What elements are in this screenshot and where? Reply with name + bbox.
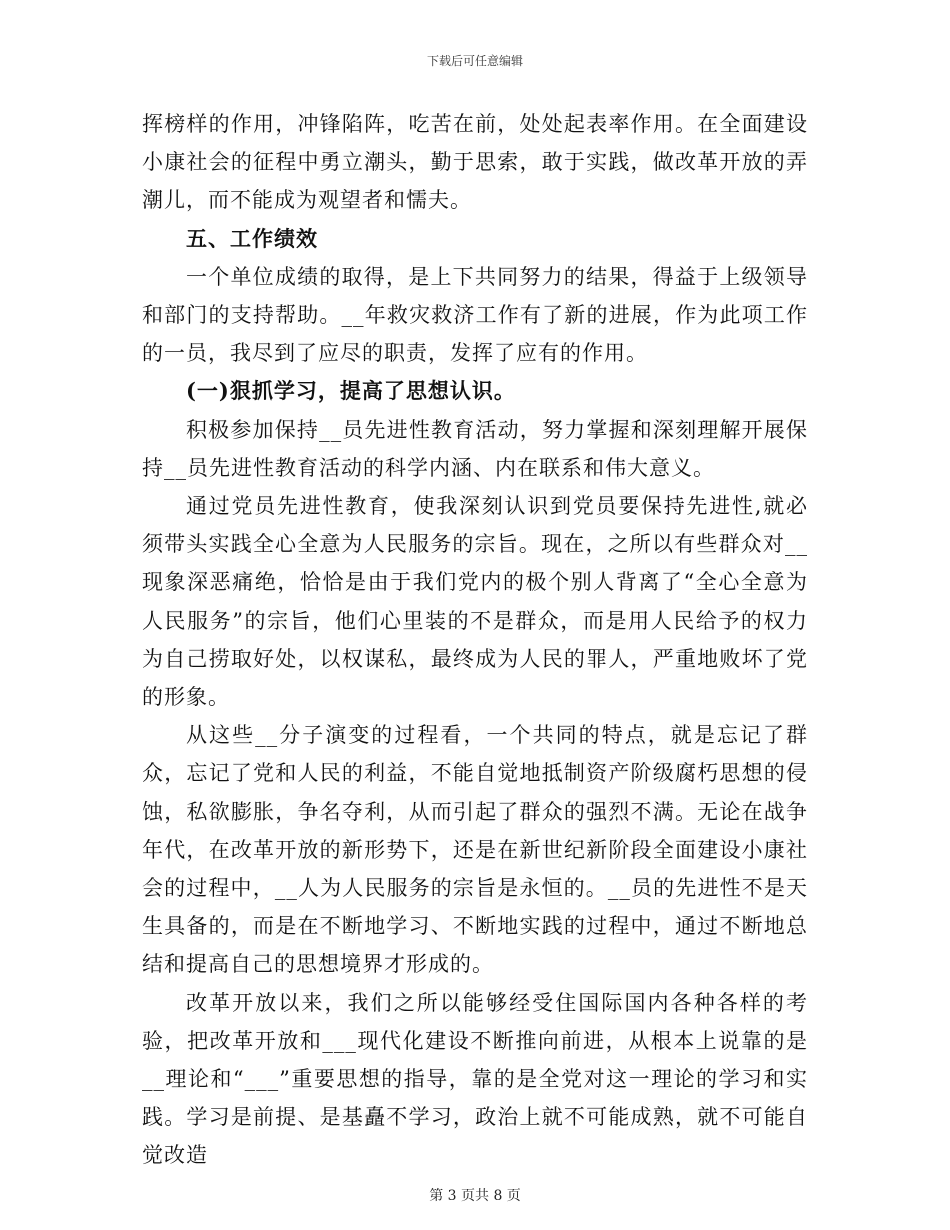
subsection-heading-1: (一)狠抓学习，提高了思想认识。: [186, 378, 516, 404]
page-footer: 第 3 页共 8 页: [429, 1188, 521, 1204]
page-header: 下载后可任意编辑: [426, 54, 523, 68]
paragraph-5: 从这些__分子演变的过程看，一个共同的特点，就是忘记了群众，忘记了党和人民的利益，不能自觉地抵制资产阶级腐朽思想的侵蚀，私欲膨胀，争名夺利，从而引起了群众的强烈不满。无论在战争年代，在改革开放的新形势下，还是在新世纪新阶段全面建设小康社会的过程中，__人为人民服务的宗旨是永恒的。__员的先进性不是天生具备的，而是在不断地学习、不断地实践的过程中，通过不断地总结和提高自己的思想境界才形成的。: [142, 723, 808, 977]
paragraph-2: 一个单位成绩的取得，是上下共同努力的结果，得益于上级领导和部门的支持帮助。__年救灾救济工作有了新的进展，作为此项工作的一员，我尽到了应尽的职责，发挥了应有的作用。: [142, 264, 808, 366]
paragraph-3: 积极参加保持__员先进性教育活动，努力掌握和深刻理解开展保持__员先进性教育活动的科学内涵、内在联系和伟大意义。: [142, 417, 808, 480]
document-body: [142, 105, 808, 1175]
section-heading-5: 五、工作绩效: [186, 225, 318, 251]
paragraph-6: 改革开放以来，我们之所以能够经受住国际国内各种各样的考验，把改革开放和___现代化建设不断推向前进，从根本上说靠的是__理论和“___”重要思想的指导，靠的是全党对这一理论的学习和实践。学习是前提、是基矗不学习，政治上就不可能成熟，就不可能自觉改造: [142, 990, 808, 1168]
paragraph-4: 通过党员先进性教育，使我深刻认识到党员要保持先进性,就必须带头实践全心全意为人民服务的宗旨。现在，之所以有些群众对__现象深恶痛绝，恰恰是由于我们党内的极个别人背离了“全心全意为人民服务”的宗旨，他们心里装的不是群众，而是用人民给予的权力为自己捞取好处，以权谋私，最终成为人民的罪人，严重地败坏了党的形象。: [142, 494, 808, 710]
paragraph-1: 挥榜样的作用，冲锋陷阵，吃苦在前，处处起表率作用。在全面建设小康社会的征程中勇立潮头，勤于思索，敢于实践，做改革开放的弄潮儿，而不能成为观望者和懦夫。: [142, 112, 808, 213]
